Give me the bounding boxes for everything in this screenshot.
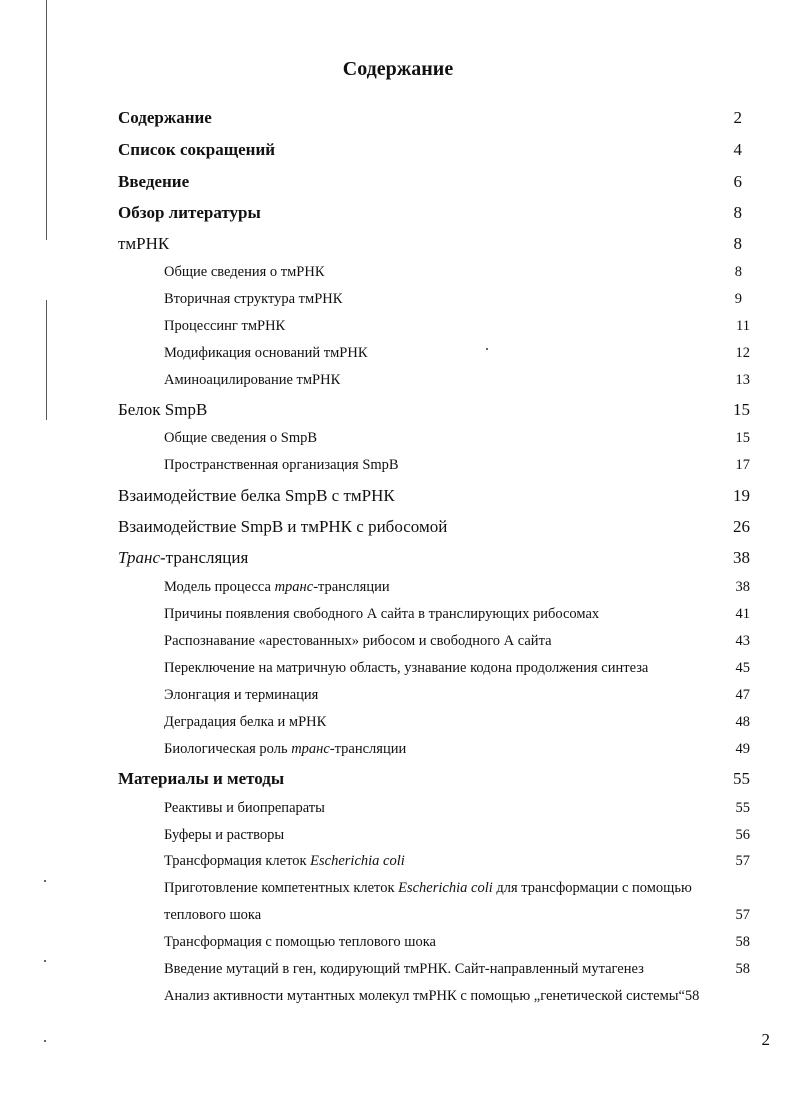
toc-entry: Вторичная структура тмРНК xyxy=(164,291,343,307)
toc-entry-italic: Escherichia coli xyxy=(310,853,405,869)
toc-entry: Содержание xyxy=(118,108,212,127)
toc-entry: Модификация оснований тмРНК xyxy=(164,345,368,361)
toc-page: 8 xyxy=(734,264,742,280)
toc-page: 43 xyxy=(735,633,750,649)
toc-page: 58 xyxy=(735,961,750,977)
toc-entry: Реактивы и биопрепараты xyxy=(164,800,325,816)
toc-entry-pre: Трансформация клеток xyxy=(164,853,311,869)
toc-page: 38 xyxy=(735,579,750,595)
toc-entry: тмРНК xyxy=(118,234,170,253)
toc-page: 8 xyxy=(733,203,742,222)
toc-entry-italic: Escherichia coli xyxy=(398,880,493,896)
toc-entry-rest: -трансляция xyxy=(160,548,249,567)
toc-entry: Буферы и растворы xyxy=(164,827,285,843)
toc-page: 57 xyxy=(735,853,750,869)
toc-page: 11 xyxy=(736,318,750,334)
toc-entry-pre: Модель процесса xyxy=(164,579,275,595)
toc-entry: Общие сведения о тмРНК xyxy=(164,264,325,280)
toc-page: 58 xyxy=(735,934,750,950)
toc-page: 17 xyxy=(735,457,750,473)
toc-entry xyxy=(164,579,390,596)
toc-entry xyxy=(164,880,692,897)
toc-entry: Взаимодействие SmpB и тмРНК с рибосомой xyxy=(118,517,448,536)
toc-entry-continuation: теплового шока xyxy=(164,907,262,923)
toc-page: 19 xyxy=(733,486,750,505)
page-number: 2 xyxy=(761,1030,770,1049)
toc-entry: Причины появления свободного А сайта в транслирующих рибосомах xyxy=(164,606,600,622)
toc-page: 15 xyxy=(735,430,750,446)
toc-page: 13 xyxy=(735,372,750,388)
toc-page: 49 xyxy=(735,741,750,757)
toc-entry-rest: для трансформации с помощью xyxy=(492,880,692,896)
toc-entry: Деградация белка и мРНК xyxy=(164,714,327,730)
toc-entry: Аминоацилирование тмРНК xyxy=(164,372,341,388)
toc-entry-rest: -трансляции xyxy=(313,579,390,595)
toc-page: 8 xyxy=(733,234,742,253)
toc-entry: Обзор литературы xyxy=(118,203,261,222)
toc-entry xyxy=(118,548,248,568)
toc-entry: Введение мутаций в ген, кодирующий тмРНК. Сайт-направленный мутагенез xyxy=(164,961,644,977)
toc-entry: Анализ активности мутантных молекул тмРНК с помощью „генетической системы“58 xyxy=(164,988,700,1004)
toc-entry-pre: Биологическая роль xyxy=(164,741,292,757)
toc-page: 45 xyxy=(735,660,750,676)
toc-page: 48 xyxy=(735,714,750,730)
toc-page: 55 xyxy=(733,769,750,788)
toc-entry-rest: -трансляции xyxy=(329,741,407,757)
toc-page: 6 xyxy=(733,172,742,191)
toc-entry: Распознавание «арестованных» рибосом и свободного А сайта xyxy=(164,633,552,649)
toc-page: 56 xyxy=(735,827,750,843)
toc-entry: Переключение на матричную область, узнавание кодона продолжения синтеза xyxy=(164,660,649,676)
toc-entry xyxy=(164,741,406,758)
toc-entry: Белок SmpB xyxy=(118,400,208,419)
toc-page: 55 xyxy=(735,800,750,816)
toc-page: 12 xyxy=(735,345,750,361)
toc-page: 38 xyxy=(733,548,750,567)
toc-page: 57 xyxy=(735,907,750,923)
toc-entry: Элонгация и терминация xyxy=(164,687,319,703)
toc-entry-italic: Транс xyxy=(118,548,161,567)
toc-entry: Процессинг тмРНК xyxy=(164,318,286,334)
toc-page: 4 xyxy=(733,140,742,159)
toc-entry-italic: транс xyxy=(274,579,314,595)
toc-page: 26 xyxy=(733,517,750,536)
toc-page: 15 xyxy=(733,400,750,419)
toc-entry: Введение xyxy=(118,172,190,191)
toc-page: 47 xyxy=(735,687,750,703)
toc-entry-italic: транс xyxy=(291,741,330,757)
toc-entry: Материалы и методы xyxy=(118,769,285,788)
toc-page: 9 xyxy=(734,291,742,307)
toc-page: 41 xyxy=(735,606,750,622)
toc-entry xyxy=(164,853,405,870)
toc-entry: Общие сведения о SmpB xyxy=(164,430,318,446)
toc-entry: Список сокращений xyxy=(118,140,276,159)
toc-page: 2 xyxy=(733,108,742,127)
toc-entry-pre: Приготовление компетентных клеток xyxy=(164,880,399,896)
toc-entry: Пространственная организация SmpB xyxy=(164,457,399,473)
page-title: Содержание xyxy=(342,58,454,80)
toc-entry: Трансформация с помощью теплового шока xyxy=(164,934,436,950)
toc-entry: Взаимодействие белка SmpB с тмРНК xyxy=(118,486,395,505)
